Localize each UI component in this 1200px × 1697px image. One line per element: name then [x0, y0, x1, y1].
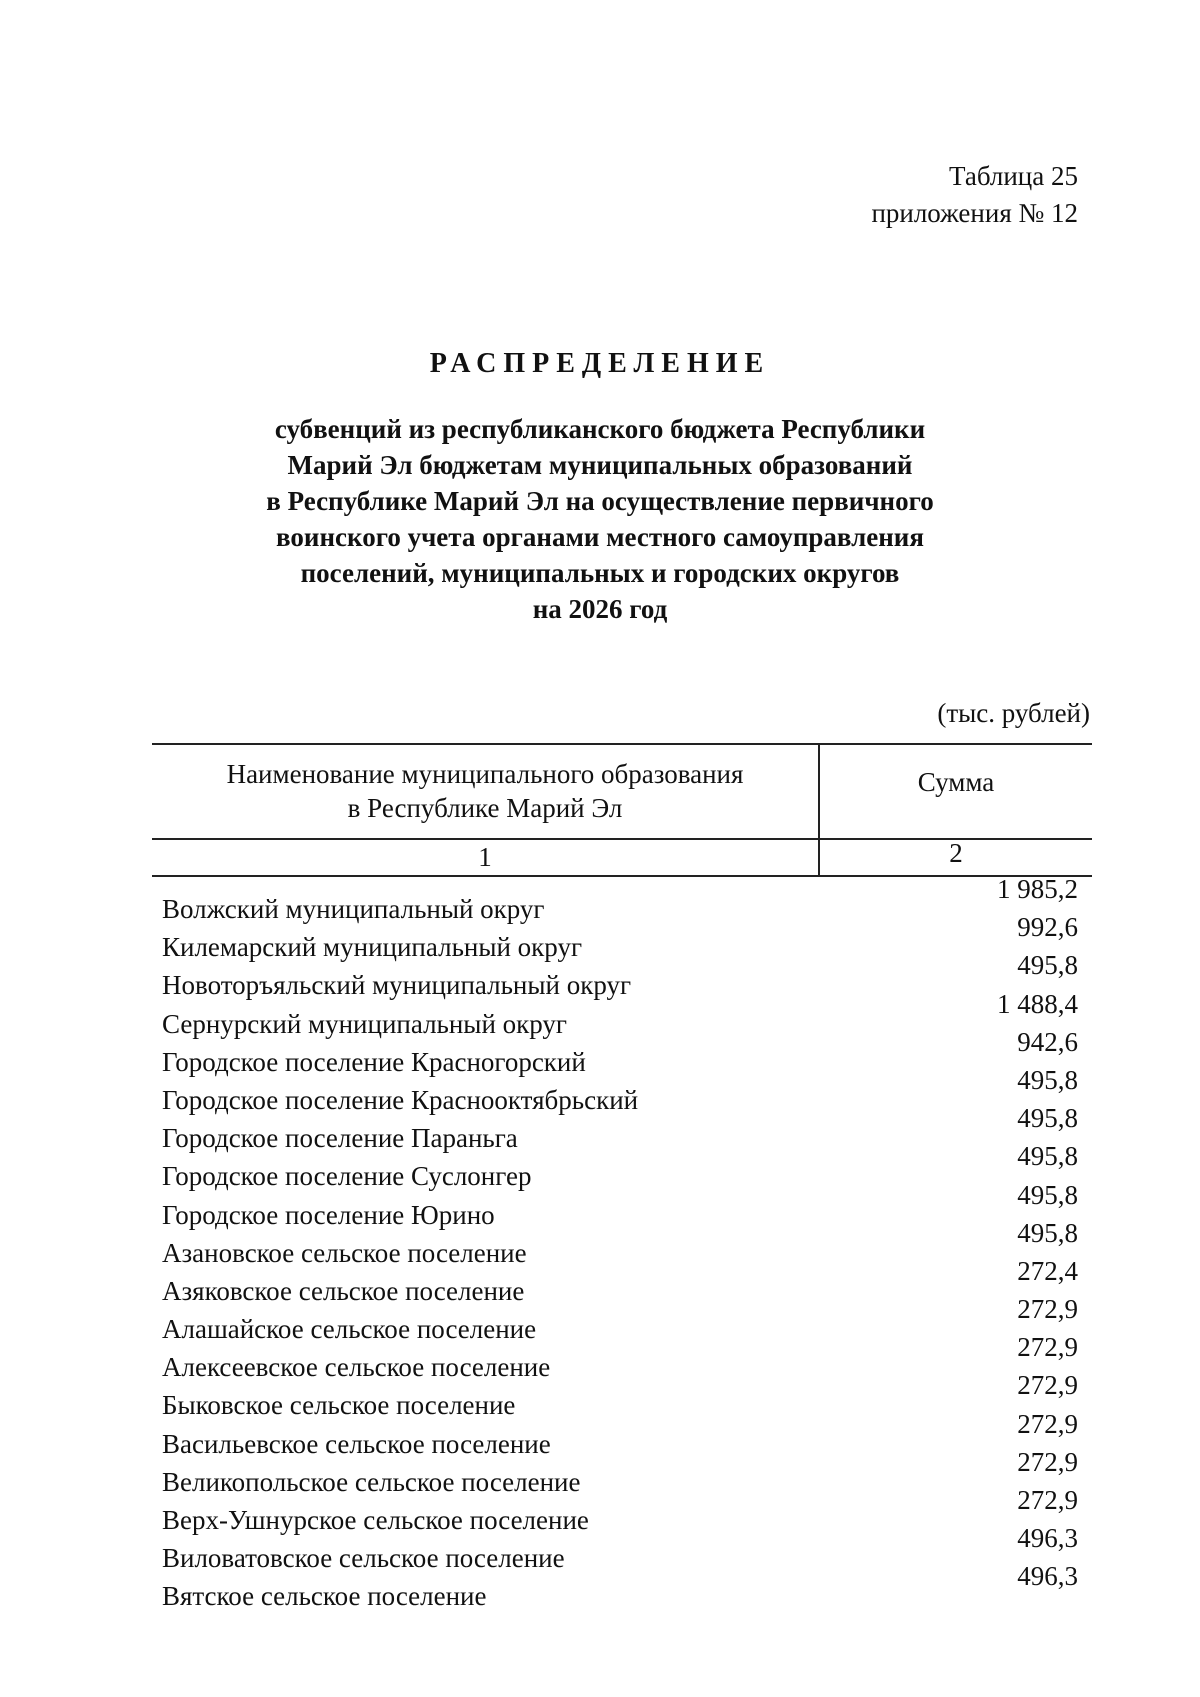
column-number-1: 1 — [478, 842, 492, 872]
table-top-rule — [152, 743, 1092, 745]
table-row — [162, 1561, 1092, 1613]
row-sum: 495,8 — [1017, 1103, 1078, 1134]
document-subtitle — [170, 411, 1030, 627]
row-sum: 272,4 — [1017, 1255, 1078, 1286]
header-bottom-rule — [152, 875, 1092, 877]
table-row — [162, 1026, 1092, 1079]
table-row — [162, 1179, 1092, 1232]
subtitle-line: субвенций из республиканского бюджета Республики — [274, 414, 926, 444]
table-row — [162, 1408, 1092, 1461]
row-sum: 992,6 — [1017, 912, 1078, 943]
row-name: Сернурский муниципальный округ — [162, 1008, 567, 1039]
column-header-name-line2: в Республике Марий Эл — [347, 793, 623, 823]
row-sum: 272,9 — [1017, 1294, 1078, 1325]
table-row — [162, 1103, 1092, 1155]
row-sum: 496,3 — [1017, 1523, 1078, 1554]
table-row — [162, 1217, 1092, 1270]
subtitle-line: поселений, муниципальных и городских округов — [300, 558, 900, 588]
column-header-sum: Сумма — [917, 767, 995, 797]
row-name: Городское поселение Красногорский — [162, 1046, 586, 1077]
row-sum: 1 985,2 — [997, 874, 1078, 904]
row-name: Городское поселение Юрино — [162, 1199, 495, 1230]
subtitle-line: на 2026 год — [532, 594, 668, 624]
column-number-2: 2 — [949, 838, 963, 868]
table-body — [162, 874, 1092, 1614]
row-sum: 495,8 — [1017, 1217, 1078, 1248]
table-number: Таблица 25 — [949, 161, 1078, 191]
row-name: Городское поселение Параньга — [162, 1123, 518, 1154]
subtitle-line: в Республике Марий Эл на осуществление первичного — [266, 486, 934, 516]
row-name: Городское поселение Краснооктябрьский — [162, 1084, 639, 1115]
row-name: Новоторъяльский муниципальный округ — [162, 970, 632, 1001]
column-header-name — [152, 757, 818, 825]
table-row — [162, 1141, 1092, 1193]
appendix-number: приложения № 12 — [871, 198, 1078, 228]
row-name: Азяковское сельское поселение — [162, 1275, 525, 1306]
row-sum: 495,8 — [1017, 1064, 1078, 1095]
row-name: Городское поселение Суслонгер — [162, 1161, 532, 1192]
row-name: Васильевское сельское поселение — [162, 1428, 551, 1459]
table-row — [162, 1294, 1092, 1346]
row-sum: 272,9 — [1017, 1446, 1078, 1477]
table-row — [162, 950, 1092, 1002]
row-sum: 272,9 — [1017, 1485, 1078, 1515]
row-name: Великопольское сельское поселение — [162, 1466, 581, 1497]
table-row — [162, 912, 1092, 964]
subtitle-line: воинского учета органами местного самоуправления — [276, 522, 924, 552]
table-reference — [871, 158, 1078, 232]
row-sum: 1 488,4 — [997, 988, 1078, 1019]
row-sum: 496,3 — [1017, 1561, 1078, 1592]
row-name: Алексеевское сельское поселение — [162, 1352, 551, 1383]
row-name: Быковское сельское поселение — [162, 1390, 516, 1421]
row-name: Азановское сельское поселение — [162, 1237, 527, 1268]
row-sum: 495,8 — [1017, 1141, 1078, 1172]
row-name: Волжский муниципальный округ — [162, 894, 545, 924]
table-row — [162, 1523, 1092, 1575]
row-sum: 272,9 — [1017, 1332, 1078, 1363]
column-header-name-line1: Наименование муниципального образования — [226, 759, 744, 789]
units-label: (тыс. рублей) — [937, 698, 1090, 728]
row-name: Виловатовское сельское поселение — [162, 1543, 565, 1574]
row-name: Алашайское сельское поселение — [162, 1314, 537, 1345]
table-row — [162, 1255, 1092, 1308]
table-row — [162, 874, 1092, 926]
row-sum: 495,8 — [1017, 950, 1078, 981]
table-row — [162, 1370, 1092, 1422]
row-name: Килемарский муниципальный округ — [162, 932, 583, 963]
row-sum: 942,6 — [1017, 1026, 1078, 1057]
row-sum: 272,9 — [1017, 1370, 1078, 1401]
table-row — [162, 1332, 1092, 1384]
table-row — [162, 1064, 1092, 1117]
row-sum: 495,8 — [1017, 1179, 1078, 1210]
table-row — [162, 988, 1092, 1041]
row-name: Вятское сельское поселение — [162, 1581, 487, 1612]
table-row — [162, 1446, 1092, 1499]
row-sum: 272,9 — [1017, 1408, 1078, 1439]
row-name: Верх-Ушнурское сельское поселение — [162, 1505, 589, 1535]
table-row — [162, 1485, 1092, 1537]
subtitle-line: Марий Эл бюджетам муниципальных образований — [287, 450, 913, 480]
document-heading: РАСПРЕДЕЛЕНИЕ — [429, 348, 771, 379]
